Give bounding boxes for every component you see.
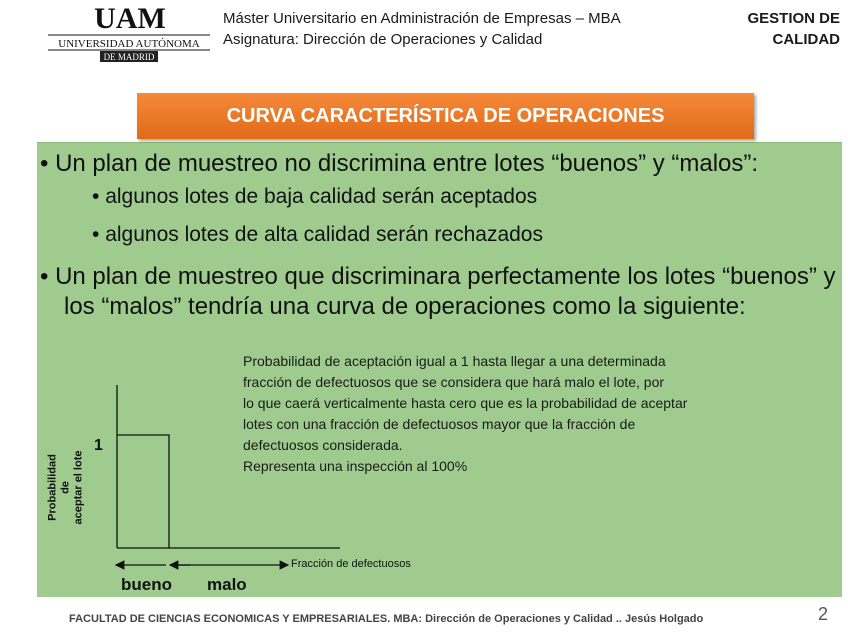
bullet-1 — [40, 149, 758, 179]
y-label-line1: Probabilidad de — [46, 454, 72, 521]
logo-mark: UAM — [94, 2, 166, 35]
region-label-bueno: bueno — [121, 575, 172, 594]
header-subject: Asignatura: Dirección de Operaciones y Calidad — [223, 31, 543, 48]
slide-title: CURVA CARACTERÍSTICA DE OPERACIONES — [137, 93, 754, 139]
bullet-1-sub-1 — [92, 182, 537, 212]
note-line: lotes con una fracción de defectuosos mayor que la fracción de — [243, 416, 636, 432]
chart-y-label — [47, 448, 86, 528]
university-logo — [40, 2, 218, 70]
logo-city: DE MADRID — [103, 52, 155, 62]
curve-explanation — [243, 351, 803, 477]
header-topic-line1: GESTION DE — [747, 10, 840, 27]
bullet-2-text: Un plan de muestreo que discriminara perfectamente los lotes “buenos” y los “malos” tendría una curva de operaciones como la siguiente: — [55, 263, 836, 320]
note-line: Representa una inspección al 100% — [243, 458, 468, 474]
header-topic-line2: CALIDAD — [772, 31, 840, 48]
note-line: fracción de defectuosos que se considera que hará malo el lote, por — [243, 374, 665, 390]
y-label-line2: aceptar el lote — [72, 450, 85, 525]
page-number: 2 — [818, 604, 829, 624]
note-line: Probabilidad de aceptación igual a 1 hasta llegar a una determinada — [243, 353, 666, 369]
note-line: defectuosos considerada. — [243, 437, 403, 453]
header-program: Máster Universitario en Administración de Empresas – MBA — [223, 10, 621, 27]
note-line: lo que caerá verticalmente hasta cero que es la probabilidad de aceptar — [243, 395, 688, 411]
bullet-1-sub-1-text: algunos lotes de baja calidad serán aceptados — [105, 185, 538, 208]
header-topic — [700, 8, 840, 50]
footer-text: FACULTAD DE CIENCIAS ECONOMICAS Y EMPRESARIALES. MBA: Dirección de Operaciones y Calidad .. Jesús Holgado — [69, 613, 704, 625]
region-label-malo: malo — [207, 575, 247, 594]
logo-university-name: UNIVERSIDAD AUTÓNOMA — [58, 38, 200, 50]
bullet-1-sub-2-text: algunos lotes de alta calidad serán rechazados — [105, 223, 543, 246]
header-course-info — [223, 8, 621, 50]
chart-x-label: Fracción de defectuosos — [291, 558, 411, 570]
y-tick-label: 1 — [94, 437, 103, 454]
bullet-dot: • — [92, 185, 106, 208]
bullet-dot: • — [40, 150, 56, 177]
bullet-dot: • — [40, 263, 56, 290]
bullet-1-sub-2 — [92, 220, 543, 250]
bullet-dot: • — [92, 223, 106, 246]
bullet-2 — [40, 262, 848, 322]
bullet-1-text: Un plan de muestreo no discrimina entre lotes “buenos” y “malos”: — [55, 150, 759, 177]
